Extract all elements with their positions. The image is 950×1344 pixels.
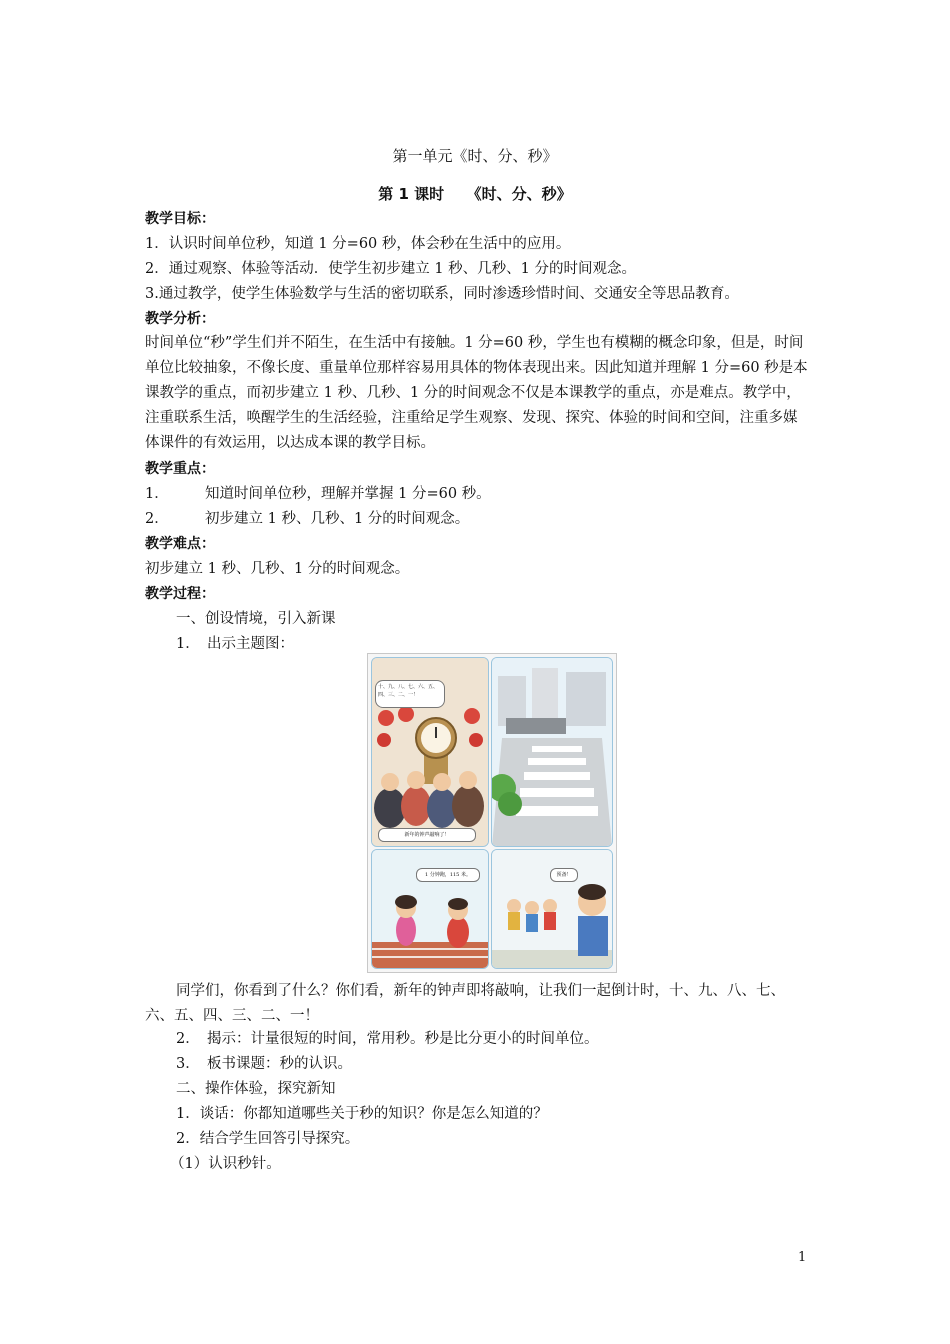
process-substep: 3． 板书课题：秒的认识。 (176, 1056, 352, 1072)
difficulty-text: 初步建立 1 秒、几秒、1 分的时间观念。 (145, 561, 410, 577)
intro-paragraph: 同学们，你看到了什么？你们看，新年的钟声即将敲响，让我们一起倒计时，十、九、八、七、六、五、四、三、二、一！ (145, 983, 785, 1024)
analysis-paragraph: 时间单位“秒”学生们并不陌生，在生活中有接触。1 分=60 秒，学生也有模糊的概念印象，但是，时间单位比较抽象，不像长度、重量单位那样容易用具体的物体表现出来。因此知道并理解 1 分=60 秒是本课教学的重点，而初步建立 1 秒、几秒、1 分的时间观念不仅是本课教学的重点，亦是难点。教学中，注重联系生活，唤醒学生的生活经验，注重给足学生观察、发现、探究、体验的时间和空间，注重多媒体课件的有效运用，以达成本课的教学目标。 (145, 335, 808, 451)
process-substep: （1）认识秒针。 (170, 1156, 281, 1172)
objective-item: 1．认识时间单位秒，知道 1 分=60 秒，体会秒在生活中的应用。 (145, 236, 571, 252)
running-panel (371, 849, 489, 969)
key-points-heading: 教学重点： (145, 461, 215, 477)
page-title: 第一单元《时、分、秒》 (392, 147, 558, 165)
objective-item: 3.通过教学，使学生体验数学与生活的密切联系，同时渗透珍惜时间、交通安全等思品教育。 (145, 286, 739, 302)
page-number: 1 (798, 1250, 807, 1265)
countdown-speech-bubble: 十、九、八、七、六、五、四、三、二、一！ (375, 680, 445, 708)
difficulty-heading: 教学难点： (145, 536, 215, 552)
crosswalk-panel (491, 657, 613, 847)
key-point-item (145, 484, 491, 504)
process-substep: 2．结合学生回答引导探究。 (176, 1131, 360, 1147)
key-point-item (145, 509, 469, 529)
key-point-text: 初步建立 1 秒、几秒、1 分的时间观念。 (205, 511, 470, 527)
process-step: 一、创设情境，引入新课 (176, 611, 336, 627)
start-speech-bubble: 预备！ (550, 868, 578, 882)
key-point-number: 2． (145, 511, 169, 527)
objectives-heading: 教学目标： (145, 211, 215, 227)
process-substep: 1．谈话：你都知道哪些关于秒的知识？你是怎么知道的？ (176, 1106, 548, 1122)
crosswalk-scene (492, 658, 612, 846)
objective-item: 2．通过观察、体验等活动．使学生初步建立 1 秒、几秒、1 分的时间观念。 (145, 261, 637, 277)
analysis-heading: 教学分析： (145, 311, 215, 327)
race-start-panel (491, 849, 613, 969)
bell-speech-bubble: 新年的钟声敲响了！ (378, 828, 476, 842)
process-step: 二、操作体验，探究新知 (176, 1081, 336, 1097)
key-point-number: 1． (145, 486, 169, 502)
theme-illustration (367, 653, 617, 973)
countdown-panel (371, 657, 489, 847)
key-point-text: 知道时间单位秒，理解并掌握 1 分=60 秒。 (205, 486, 491, 502)
process-heading: 教学过程： (145, 586, 215, 602)
lesson-subtitle: 第 1 课时 《时、分、秒》 (378, 185, 572, 203)
process-substep: 2． 揭示：计量很短的时间，常用秒。秒是比分更小的时间单位。 (176, 1031, 599, 1047)
running-speech-bubble: 1 分钟跑，115 米。 (416, 868, 480, 882)
process-substep: 1． 出示主题图： (176, 636, 294, 652)
race-start-scene (492, 850, 612, 968)
